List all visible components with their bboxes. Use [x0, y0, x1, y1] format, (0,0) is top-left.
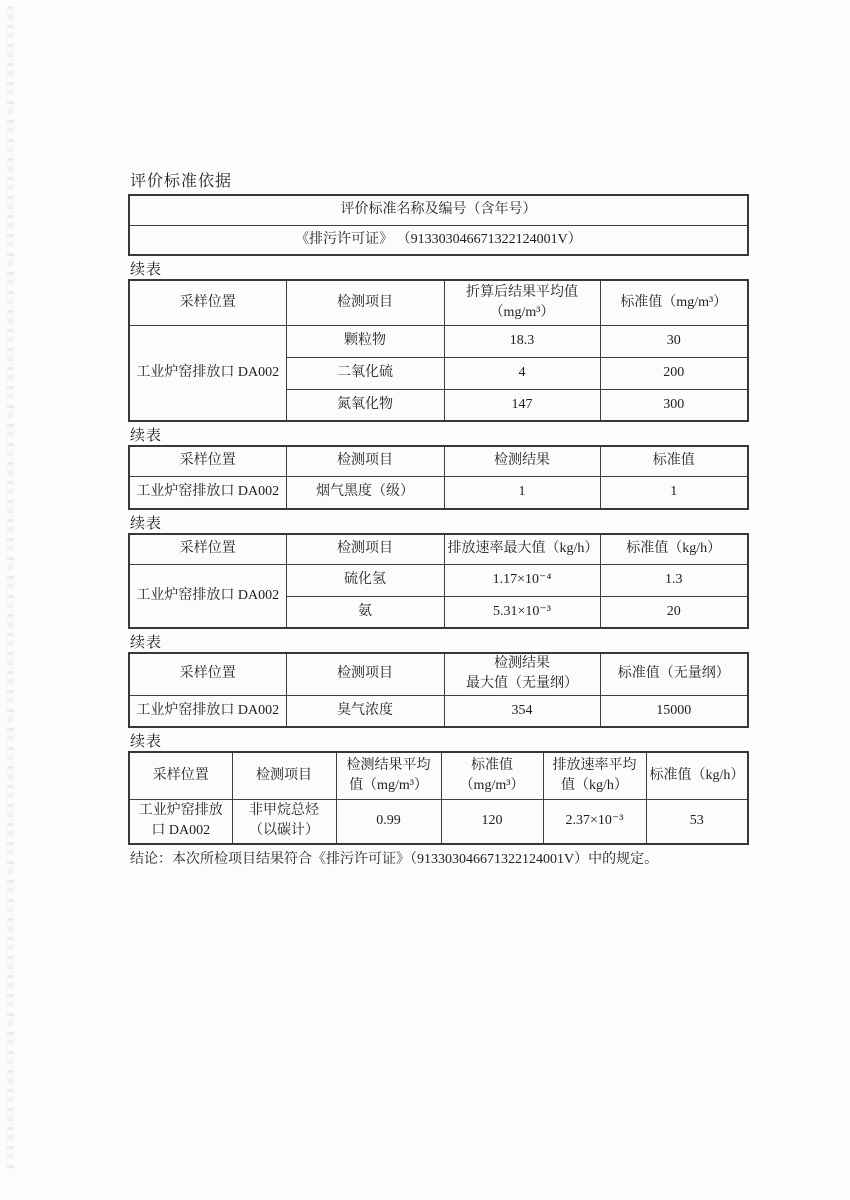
- conclusion-text: 结论：本次所检项目结果符合《排污许可证》（913303046671322124001V）中的规定。: [130, 852, 659, 867]
- left-scan-artifact: [7, 6, 14, 1171]
- nmhc-table: [128, 751, 749, 845]
- sampling-location-cell: 工业炉窑排放口 DA002: [129, 476, 286, 509]
- result-cell: 4: [444, 357, 600, 389]
- test-item-cell: 氮氧化物: [286, 389, 444, 421]
- table-row: [129, 476, 748, 509]
- column-header: 标准值（mg/m³）: [441, 752, 543, 799]
- column-header: [444, 653, 600, 695]
- column-header: [336, 752, 441, 799]
- header-line: （mg/m³）: [489, 304, 555, 320]
- report-content: [128, 172, 747, 869]
- result-cell: 1: [444, 476, 600, 509]
- limit-cell: 30: [600, 325, 748, 357]
- column-header: [444, 280, 600, 325]
- column-header: 采样位置: [129, 752, 232, 799]
- continued-table-label: 续表: [130, 734, 163, 750]
- result-cell: 18.3: [444, 325, 600, 357]
- test-item-cell: 二氧化硫: [286, 357, 444, 389]
- table-row: [129, 695, 748, 727]
- header-line: 值（kg/h）: [561, 777, 628, 793]
- continued-table-label: 续表: [130, 635, 163, 651]
- column-header: 标准值（kg/h）: [600, 534, 748, 564]
- column-header: [543, 752, 646, 799]
- sampling-location-cell: 工业炉窑排放口 DA002: [129, 325, 286, 421]
- column-header: 检测项目: [286, 446, 444, 476]
- column-header: 检测项目: [232, 752, 336, 799]
- column-header: 采样位置: [129, 446, 286, 476]
- test-item-cell: 氨: [286, 596, 444, 628]
- cell-line: （以碳计）: [249, 823, 319, 839]
- limit-cell: 15000: [600, 695, 748, 727]
- table-row: [129, 799, 748, 844]
- limit-cell: 20: [600, 596, 748, 628]
- sampling-location-cell: 工业炉窑排放口 DA002: [129, 695, 286, 727]
- limit-cell: 53: [646, 799, 748, 844]
- continued-table-label: 续表: [130, 516, 163, 532]
- header-line: 最大值（无量纲）: [466, 676, 578, 692]
- column-header: 采样位置: [129, 653, 286, 695]
- column-header: 标准值（mg/m³）: [600, 280, 748, 325]
- result-cell: 147: [444, 389, 600, 421]
- cell-line: 非甲烷总烃: [249, 803, 319, 819]
- continued-table-label: 续表: [130, 262, 163, 278]
- continued-table-label: 续表: [130, 428, 163, 444]
- test-item-cell: 硫化氢: [286, 564, 444, 596]
- column-header: 检测结果: [444, 446, 600, 476]
- header-line: 值（mg/m³）: [349, 777, 428, 793]
- cell-line: 口 DA002: [151, 823, 211, 839]
- limit-cell: 1.3: [600, 564, 748, 596]
- table-row: [129, 564, 748, 596]
- cell-line: 工业炉窑排放: [138, 803, 223, 819]
- sampling-location-cell: 工业炉窑排放口 DA002: [129, 564, 286, 628]
- result-cell: 2.37×10⁻³: [543, 799, 646, 844]
- permit-number-cell: 《排污许可证》 （913303046671322124001V）: [129, 225, 748, 255]
- column-header: 排放速率最大值（kg/h）: [444, 534, 600, 564]
- header-line: 排放速率平均: [552, 757, 637, 773]
- odor-concentration-table: [128, 652, 749, 728]
- result-cell: 5.31×10⁻³: [444, 596, 600, 628]
- test-item-cell: 颗粒物: [286, 325, 444, 357]
- column-header: 检测项目: [286, 534, 444, 564]
- column-header: 标准值（kg/h）: [646, 752, 748, 799]
- column-header: 标准值（无量纲）: [600, 653, 748, 695]
- page-heading: 评价标准依据: [130, 173, 233, 190]
- test-item-cell: 烟气黑度（级）: [286, 476, 444, 509]
- standard-name-header-cell: 评价标准名称及编号（含年号）: [129, 195, 748, 225]
- result-cell: 1.17×10⁻⁴: [444, 564, 600, 596]
- header-line: 折算后结果平均值: [466, 284, 578, 300]
- limit-cell: 200: [600, 357, 748, 389]
- test-item-cell: [232, 799, 336, 844]
- column-header: 采样位置: [129, 534, 286, 564]
- converted-results-table: [128, 279, 749, 422]
- emission-rate-table: [128, 533, 749, 629]
- limit-cell: 1: [600, 476, 748, 509]
- header-line: 检测结果: [494, 656, 550, 672]
- result-cell: 0.99: [336, 799, 441, 844]
- header-line: 检测结果平均: [346, 757, 431, 773]
- test-item-cell: 臭气浓度: [286, 695, 444, 727]
- smoke-blackness-table: [128, 445, 749, 510]
- column-header: 采样位置: [129, 280, 286, 325]
- result-cell: 354: [444, 695, 600, 727]
- limit-cell: 120: [441, 799, 543, 844]
- limit-cell: 300: [600, 389, 748, 421]
- column-header: 检测项目: [286, 653, 444, 695]
- table-row: [129, 325, 748, 357]
- standard-name-table: [128, 194, 749, 256]
- sampling-location-cell: [129, 799, 232, 844]
- column-header: 标准值: [600, 446, 748, 476]
- column-header: 检测项目: [286, 280, 444, 325]
